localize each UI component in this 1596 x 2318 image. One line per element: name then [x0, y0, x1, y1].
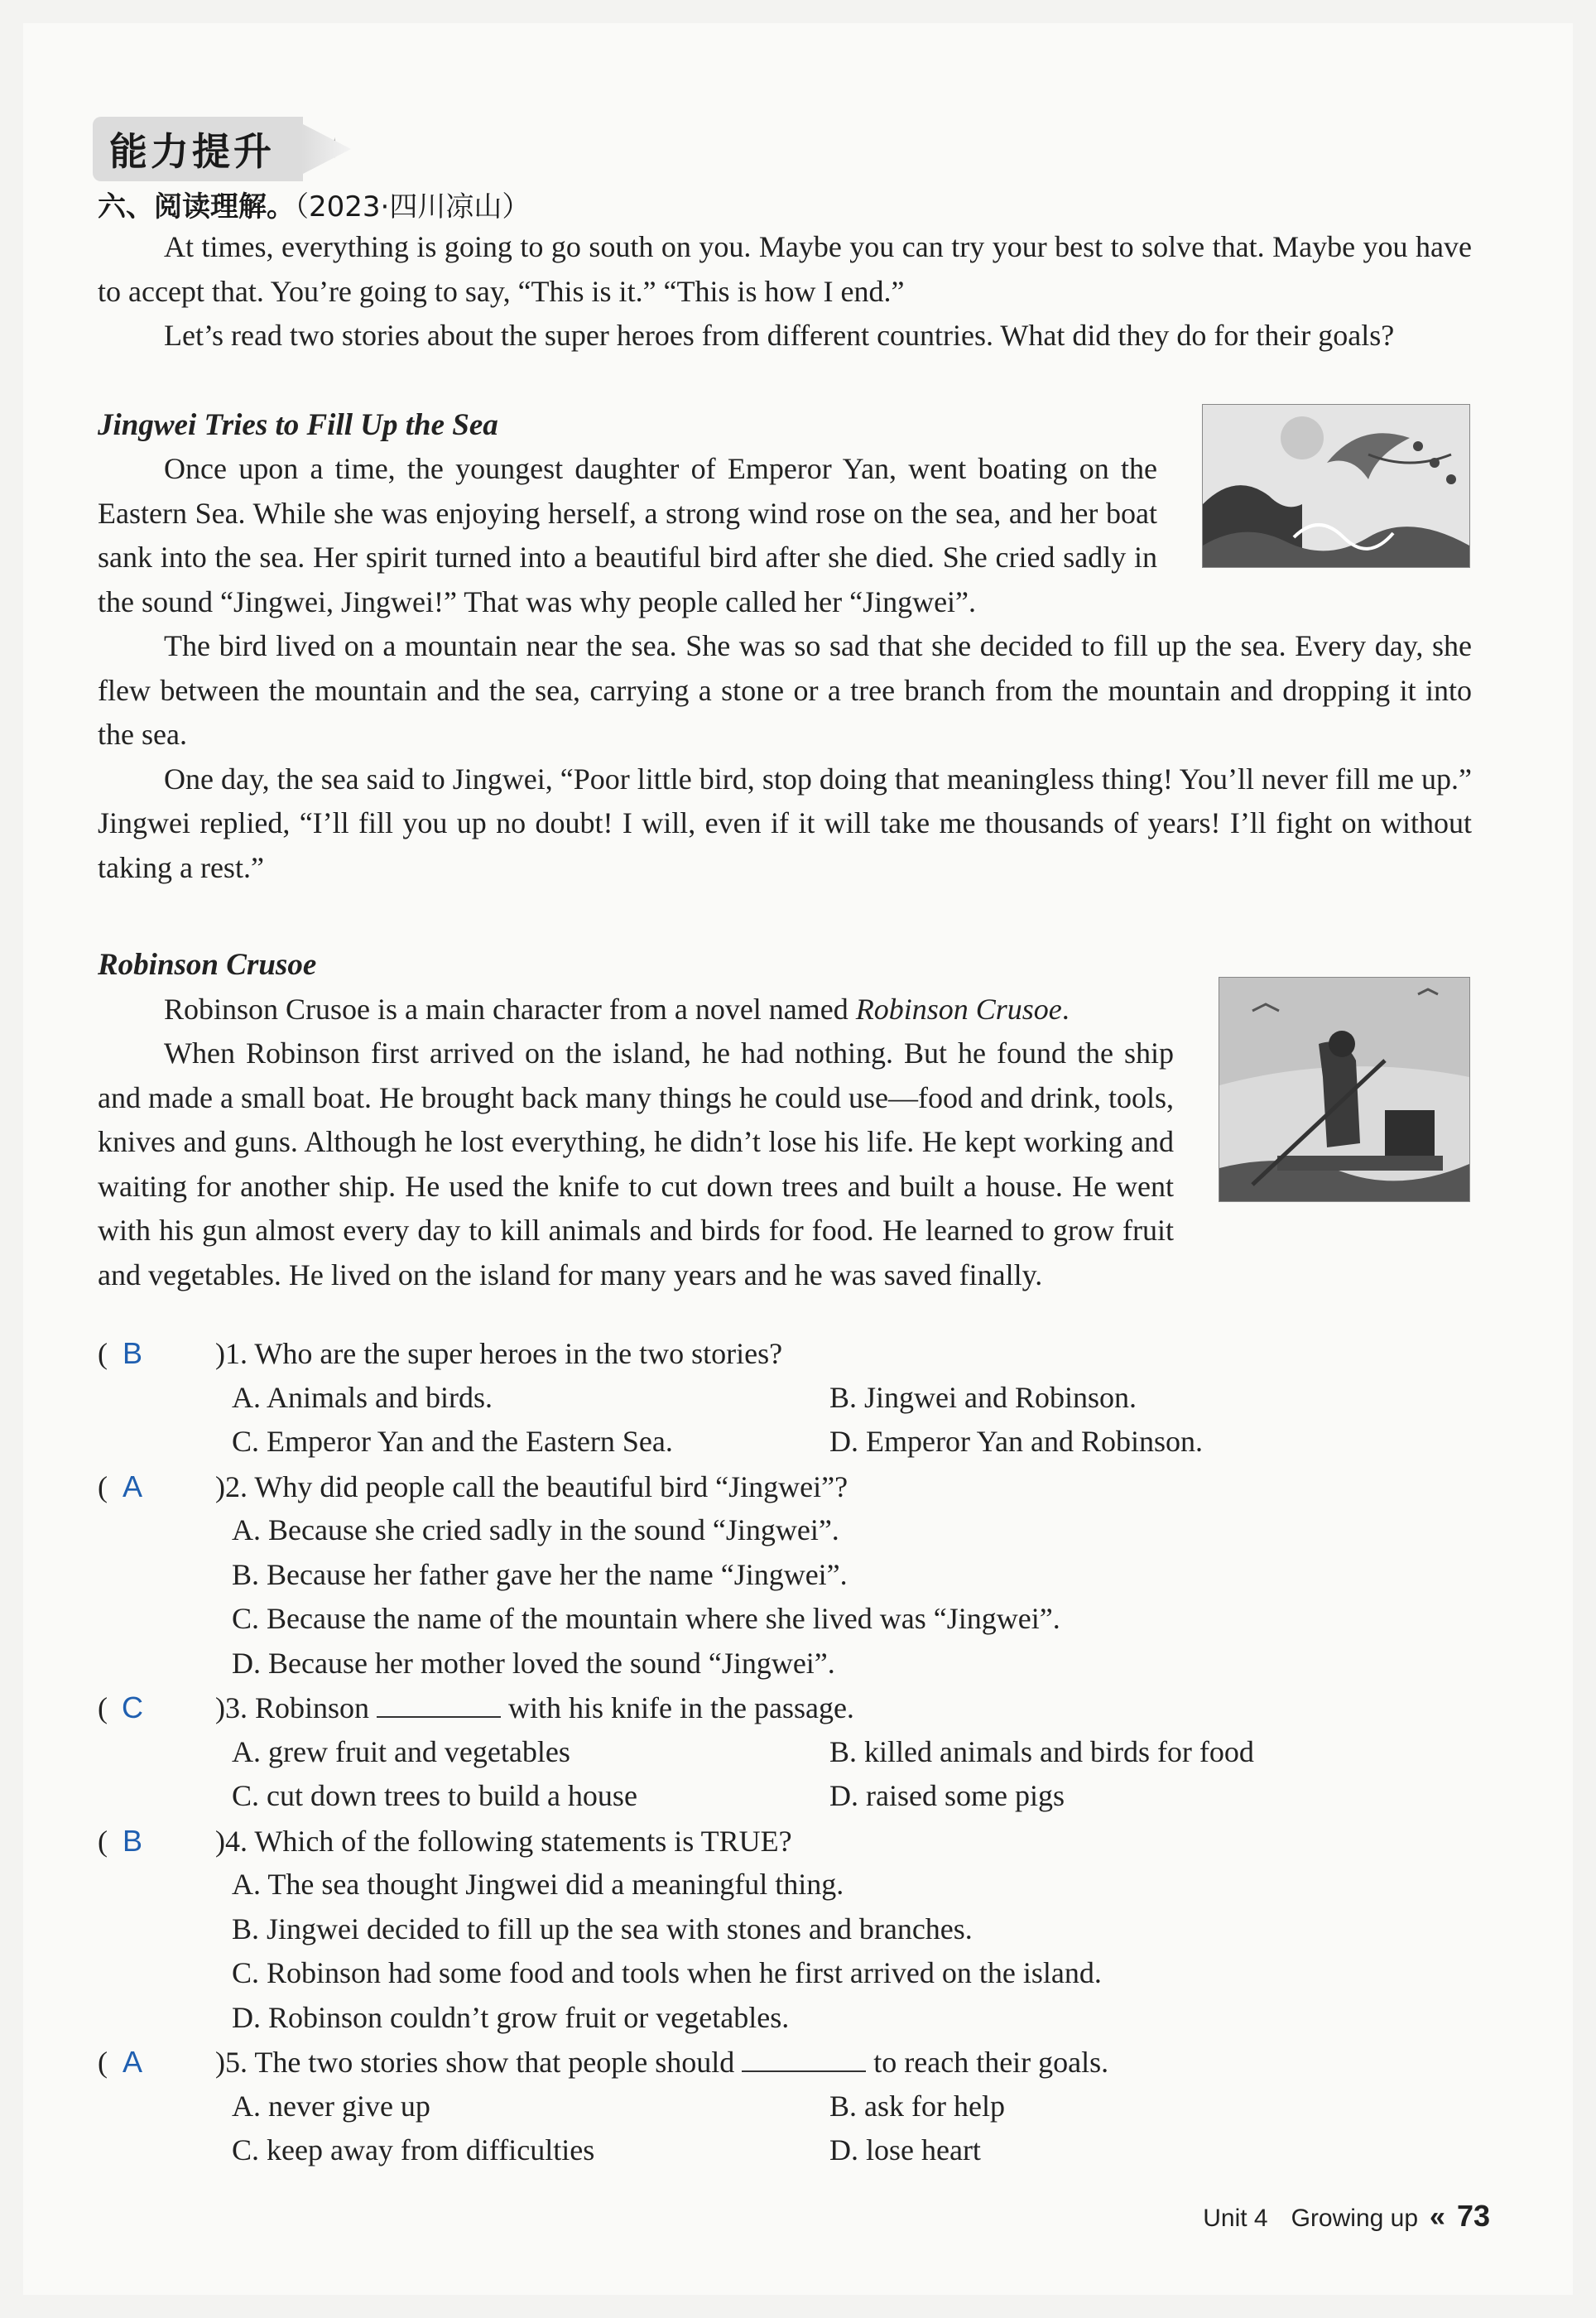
page-number: 73 — [1456, 2199, 1490, 2233]
q2-option-b[interactable]: B. Because her father gave her the name “Jingwei”. — [232, 1557, 848, 1591]
q4-option-b-row — [98, 1907, 1505, 1952]
q1-options-row-2 — [98, 1420, 1505, 1464]
answer-5: A — [122, 2045, 142, 2079]
image-float-space-2 — [1174, 988, 1472, 1236]
story1-paragraph-1-text — [98, 447, 1472, 624]
answer-4: B — [122, 1823, 142, 1858]
question-5-stem-b: to reach their goals. — [866, 2046, 1109, 2079]
section-heading — [98, 184, 530, 224]
section-source: （2023·四川凉山） — [295, 190, 531, 224]
footer-unit: Unit 4 — [1203, 2205, 1268, 2232]
story2-title: Robinson Crusoe — [98, 948, 317, 982]
paren-open: ( — [98, 1337, 108, 1370]
paren-open: ( — [98, 1469, 108, 1503]
q2-option-a-row — [98, 1508, 1505, 1553]
image-float-space — [1157, 447, 1472, 573]
q4-option-d[interactable]: D. Robinson couldn’t grow fruit or vegetables. — [232, 2000, 790, 2034]
q1-options-row-1 — [98, 1376, 1505, 1421]
paren-open: ( — [98, 1691, 108, 1724]
q5-option-a[interactable]: A. never give up — [232, 2089, 430, 2123]
question-2-stem: )2. Why did people call the beautiful bird “Jingwei”? — [215, 1469, 848, 1503]
question-3-stem-b: with his knife in the passage. — [501, 1691, 854, 1724]
q1-option-a[interactable]: A. Animals and birds. — [232, 1380, 493, 1414]
q1-option-c[interactable]: C. Emperor Yan and the Eastern Sea. — [232, 1425, 673, 1458]
q5-options-row-1 — [98, 2085, 1505, 2129]
q3-options-row-2 — [98, 1774, 1505, 1819]
story2-text — [98, 943, 1472, 1297]
answer-paren — [98, 2040, 215, 2085]
q2-option-a[interactable]: A. Because she cried sadly in the sound “Jingwei”. — [232, 1513, 839, 1546]
answer-3: C — [122, 1690, 143, 1724]
story2-p1-prefix: Robinson Crusoe is a main character from a novel named — [164, 992, 856, 1026]
paren-open: ( — [98, 2046, 108, 2079]
q3-option-b[interactable]: B. killed animals and birds for food — [829, 1734, 1254, 1768]
question-4 — [98, 1819, 1505, 1864]
q1-option-b[interactable]: B. Jingwei and Robinson. — [829, 1380, 1137, 1414]
q3-options-row-1 — [98, 1730, 1505, 1775]
q4-option-c[interactable]: C. Robinson had some food and tools when he first arrived on the island. — [232, 1956, 1102, 1989]
answer-paren — [98, 1686, 215, 1731]
q2-option-d-row — [98, 1642, 1505, 1686]
page-footer — [1203, 2199, 1490, 2234]
q1-option-d[interactable]: D. Emperor Yan and Robinson. — [829, 1425, 1203, 1458]
chevron-left-icon: « — [1430, 2201, 1445, 2233]
story2-p1-suffix: . — [1061, 992, 1070, 1026]
q3-option-c[interactable]: C. cut down trees to build a house — [232, 1779, 637, 1812]
q4-option-b[interactable]: B. Jingwei decided to fill up the sea with stones and branches. — [232, 1912, 973, 1945]
q4-option-a[interactable]: A. The sea thought Jingwei did a meaningful thing. — [232, 1868, 844, 1901]
ability-banner — [93, 114, 347, 184]
paren-open: ( — [98, 1824, 108, 1858]
story1-body — [98, 447, 1472, 890]
q5-option-d[interactable]: D. lose heart — [829, 2133, 981, 2167]
story1-paragraph-3: One day, the sea said to Jingwei, “Poor little bird, stop doing that meaningless thing! You’ll never fill me up.” Jingwei replied, “I’ll fill you up no doubt! I will, even if it will take me thousands of years! I’ll fight on without taking a rest.” — [98, 762, 1472, 884]
intro-paragraph-2: Let’s read two stories about the super heroes from different countries. What did they do for their goals? — [164, 319, 1395, 352]
question-3 — [98, 1686, 1505, 1730]
q2-option-c-row — [98, 1597, 1505, 1642]
footer-unit-title: Growing up — [1291, 2205, 1419, 2232]
story2-paragraph-1 — [98, 988, 1472, 1032]
story1-paragraph-2: The bird lived on a mountain near the sea. She was so sad that she decided to fill up the sea. Every day, she flew between the mountain and the sea, carrying a stone or a tree branch from the mountain and dropping it into the sea. — [98, 629, 1472, 751]
q5-option-c[interactable]: C. keep away from difficulties — [232, 2133, 595, 2167]
banner-arrow-shape — [301, 123, 351, 175]
intro-paragraph-1: At times, everything is going to go south on you. Maybe you can try your best to solve that. Maybe you have to accept that. You’re going to say, “This is it.” “This is how I end.” — [98, 230, 1472, 308]
section-title: 六、阅读理解。 — [98, 190, 295, 224]
answer-paren — [98, 1819, 215, 1864]
question-4-stem: )4. Which of the following statements is TRUE? — [215, 1824, 792, 1858]
answer-blank[interactable] — [377, 1686, 501, 1718]
answer-2: A — [122, 1469, 142, 1503]
q4-option-a-row — [98, 1863, 1505, 1907]
q4-option-d-row — [98, 1996, 1505, 2041]
q5-option-b[interactable]: B. ask for help — [829, 2089, 1005, 2123]
answer-paren — [98, 1464, 215, 1510]
question-5 — [98, 2040, 1505, 2085]
story1-title: Jingwei Tries to Fill Up the Sea — [98, 408, 498, 442]
answer-blank[interactable] — [742, 2041, 866, 2072]
question-1-stem: )1. Who are the super heroes in the two stories? — [215, 1337, 783, 1370]
question-5-stem-a: )5. The two stories show that people should — [215, 2046, 743, 2079]
questions — [98, 1331, 1505, 2173]
q2-option-d[interactable]: D. Because her mother loved the sound “Jingwei”. — [232, 1646, 835, 1680]
q5-options-row-2 — [98, 2128, 1505, 2173]
story1-p1: Once upon a time, the youngest daughter of Emperor Yan, went boating on the Eastern Sea. While she was enjoying herself, a strong wind rose on the sea, and her boat sank into the sea. Her spirit turned into a beautiful bird after she died. She cried sadly in the sound “Jingwei, Jingwei!” That was why people called her “Jingwei”. — [98, 452, 1157, 618]
answer-1: B — [122, 1336, 142, 1370]
q3-option-a[interactable]: A. grew fruit and vegetables — [232, 1734, 570, 1768]
story2-novel-name: Robinson Crusoe — [855, 992, 1062, 1026]
q2-option-c[interactable]: C. Because the name of the mountain where she lived was “Jingwei”. — [232, 1602, 1060, 1635]
question-3-stem-a: )3. Robinson — [215, 1691, 377, 1724]
q3-option-d[interactable]: D. raised some pigs — [829, 1779, 1065, 1812]
question-2 — [98, 1464, 1505, 1509]
banner-label: 能力提升 — [93, 117, 303, 181]
intro-text — [98, 225, 1472, 358]
story2-paragraph-2: When Robinson first arrived on the island, he had nothing. But he found the ship and made a small boat. He brought back many things he could use—food and drink, tools, knives and guns. Although he lost everything, he didn’t lose his life. He kept working and waiting for another ship. He used the knife to cut down trees and built a house. He went with his gun almost every day to kill animals and birds for food. He learned to grow fruit and vegetables. He lived on the island for many years and he was saved finally. — [98, 1036, 1174, 1291]
q4-option-c-row — [98, 1951, 1505, 1996]
question-1 — [98, 1331, 1505, 1376]
answer-paren — [98, 1331, 215, 1377]
q2-option-b-row — [98, 1553, 1505, 1598]
